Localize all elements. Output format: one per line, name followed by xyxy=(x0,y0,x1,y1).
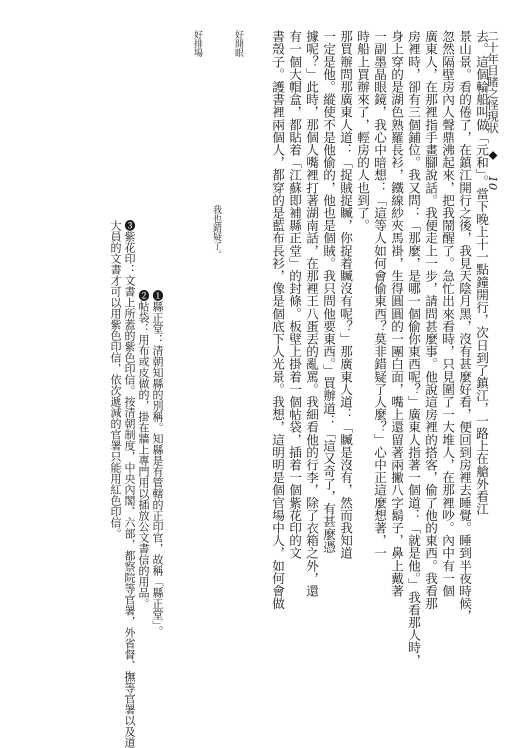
footnote: ❶縣正堂：清朝知縣的別稱。知縣是有管轄的正印官，故稱「縣正堂」。 xyxy=(151,290,164,637)
body-line: 廣東人，在那裡指手畫腳說話。我便走上一步，請問甚麼事。他說這房裡的搭客，偷了他的東西。我看那 xyxy=(423,30,438,610)
body-line: 房裡時，卻有三個鋪位。我又問：「那麼，是哪一個偷你東西呢？」廣東人指著一個道：「就是他。」我看那人時， xyxy=(406,30,421,667)
page-number: 10 xyxy=(486,175,500,191)
footnote: 大員的文書才可以用紫色印信，依次遞減的官署只能用紅色印信。 xyxy=(109,220,122,539)
footnote: ❸紫花印：文書上所蓋的紫色印信。按清朝制度，中央內閣、六部，都察院等官署，外省督、撫等官署以及道 xyxy=(123,220,136,748)
body-line: 據呢？」此時，那個人嘴裡打著湖南話，在那裡王八蛋丟的亂罵。我細看他的行李，除了衣箱之外，還 xyxy=(304,30,319,597)
book-title: 二十年目睹之怪現狀 xyxy=(486,30,500,134)
margin-note: 好開眼 xyxy=(233,30,243,57)
body-line: 忽然隔壁房內人聲鼎沸起來，把我鬧醒了。急忙出來看時，只見圍了一大堆人，在那裡吵。內中有一個 xyxy=(440,30,455,597)
body-line: 書殼子。護書裡兩個人，都穿的是藍布長衫，像是個底下人光景。我想，這明明是個官場中人，如何會做 xyxy=(270,30,285,610)
body-line: 景山景。看的倦了，在鎮江開行之後，我見天陰月黑，沒有甚麼好看，便回到房裡去睡覺。睡到半夜時候， xyxy=(457,30,472,623)
margin-note: 我也錯疑了。 xyxy=(211,205,221,259)
body-line: 身上穿的是湖色熟羅長衫，鐵線紗夾馬褂，生得圓圓的一團白面，嘴上還留著兩撇八字鬍子，鼻上戴著 xyxy=(389,30,404,597)
body-line: 時船上買辦來了，輕房的人也到了。 xyxy=(355,30,370,232)
body-line: 一副墨晶眼鏡，我心中暗想：「這等人如何會偷東西？莫非錯疑了人麼？」心中正這麼想著，一 xyxy=(372,30,387,560)
body-line: 一定是他。縱使不是他偷的，他也是個賊。我只問他要東西。」買辦道：「這又奇了，有甚麼憑 xyxy=(321,30,336,553)
footnote: ❷帖袋：用布或皮做的，掛在牆上專門用以插放公文書信的用品。 xyxy=(137,290,150,609)
body-line: 去。這個輪船叫做「元和」。當下晚上十一點鐘開行，次日到了鎮江，一路上在艙外看江 xyxy=(474,30,489,516)
margin-note: 好排場 xyxy=(192,30,202,57)
body-line: 有一個大帽盒，都貼着「江蘇即補縣正堂」的封條。板壁上掛着一個帖袋，插着一個紫花印的文 xyxy=(287,30,302,560)
body-line: 那買辦問那廣東人道：「捉賊捉贓，你捉着贓沒有呢？」那廣東人道：「贓是沒有，然而我知道 xyxy=(338,30,353,560)
diamond-separator-icon: ◆ xyxy=(486,147,500,162)
